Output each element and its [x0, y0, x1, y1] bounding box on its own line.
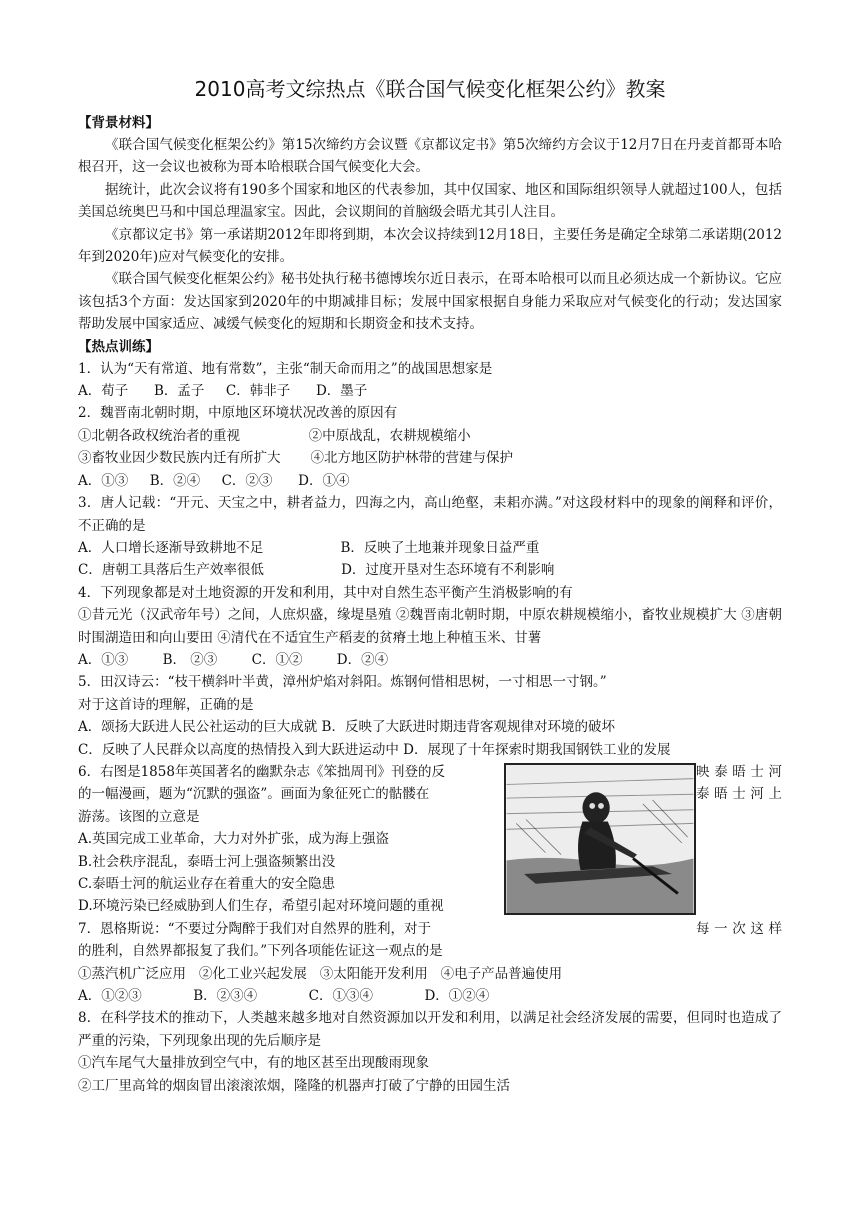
question-6-line-3: 游荡。该图的立意是 — [78, 808, 200, 825]
question-8-item-2: ②工厂里高耸的烟囱冒出滚滚浓烟，隆隆的机器声打破了宁静的田园生活 — [78, 1077, 510, 1094]
question-6-option-c: C.泰晤士河的航运业存在着重大的安全隐患 — [78, 876, 336, 892]
question-7-items: ①蒸汽机广泛应用 ②化工业兴起发展 ③太阳能开发利用 ④电子产品普遍使用 — [78, 965, 563, 982]
question-6-line-1-left: 6．右图是1858年英国著名的幽默杂志《笨拙周刊》刊登的反 — [78, 763, 445, 780]
question-2-item-line-2: ③畜牧业因少数民族内迁有所扩大 ④北方地区防护林带的营建与保护 — [78, 450, 514, 467]
question-1-stem: 1．认为“天有常道、地有常数”，主张“制天命而用之”的战国思想家是 — [78, 360, 493, 377]
page-title: 2010高考文综热点《联合国气候变化框架公约》教案 — [194, 77, 666, 101]
question-6-option-b: B.社会秩序混乱，泰晤士河上强盗频繁出没 — [78, 853, 336, 870]
question-5-options-line-1: A．颂扬大跃进人民公社运动的巨大成就 B．反映了大跃进时期违背客观规律对环境的破坏 — [78, 719, 615, 736]
question-6-line-1-right: 映泰晤士河 — [696, 763, 782, 780]
question-4-options: A．①③ B． ②③ C．①② D．②④ — [78, 651, 389, 668]
question-7-line-1-row — [78, 918, 782, 940]
background-heading: 【背景材料】 — [78, 115, 159, 131]
background-paragraph-4: 《联合国气候变化框架公约》秘书处执行秘书德博埃尔近日表示，在哥本哈根可以而且必须达成一个新协议。它应该包括3个方面：发达国家到2020年的中期减排目标；发展中国家根据自身能力采取应对气候变化的行动；发达国家帮助发展中国家适应、减缓气候变化的短期和长期资金和技术支持。 — [78, 271, 782, 333]
training-heading: 【热点训练】 — [78, 338, 159, 355]
question-2-options: A．①③ B．②④ C．②③ D．①④ — [78, 472, 350, 489]
question-6-option-a: A.英国完成工业革命，大力对外扩张，成为海上强盗 — [78, 831, 390, 848]
question-7-line-2: 的胜利，自然界都报复了我们。”下列各项能佐证这一观点的是 — [78, 943, 443, 960]
question-7-line-1-right: 每一次这样 — [696, 920, 782, 937]
question-5-stem: 5．田汉诗云：“枝干横斜叶半黄，漳州炉焰对斜阳。炼钢何惜相思树，一寸相思一寸钢。” — [78, 674, 607, 691]
question-6-block — [78, 761, 782, 940]
question-8-item-1: ①汽车尾气大量排放到空气中，有的地区甚至出现酸雨现象 — [78, 1055, 429, 1072]
document-page — [78, 74, 782, 1097]
background-paragraph-1: 《联合国气候变化框架公约》第15次缔约方会议暨《京都议定书》第5次缔约方会议于12月7日在丹麦首都哥本哈根召开，这一会议也被称为哥本哈根联合国气候变化大会。 — [78, 137, 782, 176]
question-5-stem-2: 对于这首诗的理解，正确的是 — [78, 696, 254, 713]
question-4-items: ①昔元光（汉武帝年号）之间，人庶炽盛，缘堤垦殖 ②魏晋南北朝时期，中原农耕规模缩小，畜牧业规模扩大 ③唐朝时围湖造田和向山要田 ④清代在不适宜生产稻麦的贫瘠土地上种植玉米、甘薯 — [78, 607, 782, 646]
question-6-line-2-right: 泰晤士河上 — [696, 786, 782, 803]
question-6-option-d: D.环境污染已经威胁到人们生存，希望引起对环境问题的重视 — [78, 898, 444, 915]
question-7-line-1-left: 7．恩格斯说：“不要过分陶醉于我们对自然界的胜利，对于 — [78, 920, 431, 937]
question-5-options-line-2: C．反映了人民群众以高度的热情投入到大跃进运动中 D．展现了十年探索时期我国钢铁工业的发展 — [78, 741, 671, 758]
question-6-line-1-row — [78, 761, 782, 783]
background-paragraph-2: 据统计，此次会议将有190多个国家和地区的代表参加，其中仅国家、地区和国际组织领导人就超过100人，包括美国总统奥巴马和中国总理温家宝。因此，会议期间的首脑级会晤尤其引人注目。 — [78, 181, 782, 221]
question-2-item-line-1: ①北朝各政权统治者的重视 ②中原战乱，农耕规模缩小 — [78, 427, 471, 444]
question-7-options: A．①②③ B．②③④ C．①③④ D．①②④ — [78, 988, 490, 1005]
question-2-stem: 2．魏晋南北朝时期，中原地区环境状况改善的原因有 — [78, 405, 398, 422]
question-6-line-2-row — [78, 783, 782, 805]
question-8-stem: 8．在科学技术的推动下，人类越来越多地对自然资源加以开发和利用，以满足社会经济发展的需要，但同时也造成了严重的污染，下列现象出现的先后顺序是 — [78, 1010, 782, 1049]
question-3-options-line-2: C．唐朝工具落后生产效率很低 D．过度开垦对生态环境有不利影响 — [78, 562, 555, 579]
background-paragraph-3: 《京都议定书》第一承诺期2012年即将到期，本次会议持续到12月18日，主要任务是确定全球第二承诺期(2012年到2020年)应对气候变化的安排。 — [78, 226, 782, 266]
question-1-options: A．荀子 B．孟子 C．韩非子 D．墨子 — [78, 383, 368, 400]
question-6-line-2-left: 的一幅漫画，题为“沉默的强盗”。画面为象征死亡的骷髅在 — [78, 786, 430, 803]
question-4-stem: 4．下列现象都是对土地资源的开发和利用，其中对自然生态平衡产生消极影响的有 — [78, 584, 573, 601]
question-3-options-line-1: A．人口增长逐渐导致耕地不足 B．反映了土地兼并现象日益严重 — [78, 539, 540, 556]
question-3-stem: 3．唐人记载：“开元、天宝之中，耕者益力，四海之内，高山绝壑，耒耜亦满。”对这段材料中的现象的阐释和评价，不正确的是 — [78, 495, 782, 534]
